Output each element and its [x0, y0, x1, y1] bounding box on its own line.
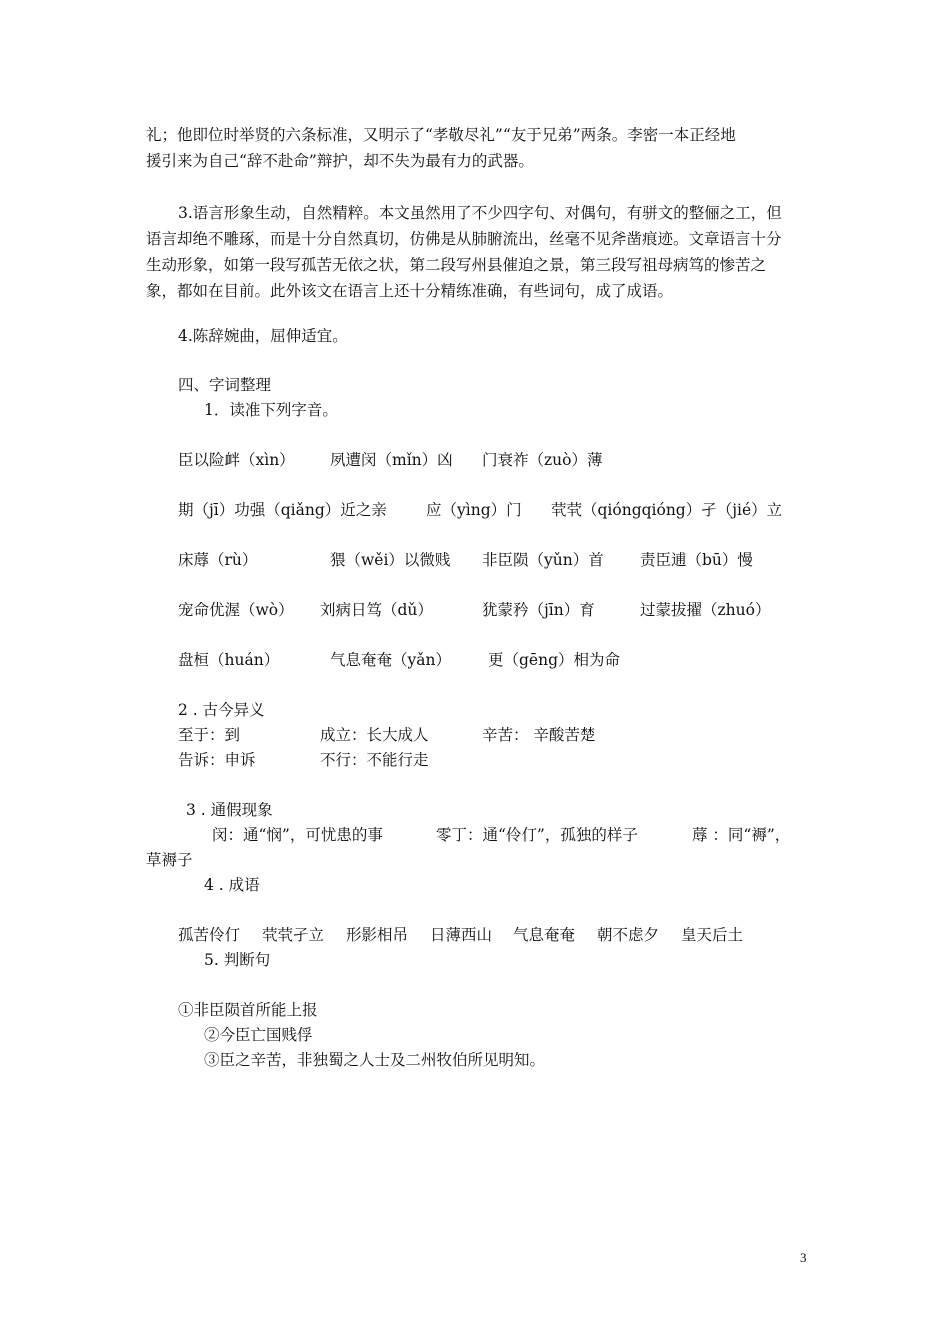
body-text-line: 4.陈辞婉曲，屈伸适宜。: [178, 327, 348, 345]
body-text-line: 3.语言形象生动，自然精粹。本文虽然用了不少四字句、对偶句，有骈文的整俪之工，但: [178, 204, 782, 222]
body-text-line: 语言却绝不雕琢，而是十分自然真切，仿佛是从肺腑流出，丝毫不见斧凿痕迹。文章语言十分: [146, 230, 782, 248]
pron-item: 期（jī）功强（qiǎng）近之亲: [178, 501, 387, 519]
subheading: 1．读准下列字音。: [204, 401, 338, 419]
pron-item: 臣以险衅（xìn）: [178, 451, 295, 469]
idiom: 日薄西山: [430, 926, 493, 944]
idiom: 茕茕孑立: [262, 926, 325, 944]
subheading: 4 . 成语: [204, 876, 260, 894]
pron-item: 责臣逋（bū）慢: [640, 551, 753, 569]
pron-item: 门衰祚（zuò）薄: [482, 451, 603, 469]
gujin-item: 成立：长大成人: [320, 726, 429, 744]
tongjia-continuation: 草褥子: [146, 851, 193, 869]
pron-item: 宠命优渥（wò）: [178, 601, 294, 619]
pron-item: 非臣陨（yǔn）首: [482, 551, 604, 569]
tongjia-item: 闵：通“悯”，可忧患的事: [212, 826, 383, 844]
judgment-sentence: ②今臣亡国贱俘: [204, 1026, 313, 1044]
body-text-line: 象，都如在目前。此外该文在语言上还十分精练准确，有些词句，成了成语。: [146, 282, 674, 300]
gujin-item: 不行：不能行走: [320, 751, 429, 769]
idiom: 孤苦伶仃: [178, 926, 241, 944]
pron-item: 床蓐（rù）: [178, 551, 258, 569]
judgment-sentence: ③臣之辛苦，非独蜀之人士及二州牧伯所见明知。: [204, 1051, 546, 1069]
pron-item: 更（gēng）相为命: [488, 651, 621, 669]
pron-item: 猥（wěi）以微贱: [330, 551, 451, 569]
body-text-line: 生动形象，如第一段写孤苦无依之状，第二段写州县催迫之景，第三段写祖母病笃的惨苦之: [146, 256, 767, 274]
body-text-line: 援引来为自己“辞不赴命”辩护，却不失为最有力的武器。: [146, 152, 534, 170]
idiom: 气息奄奄: [513, 926, 576, 944]
pron-item: 茕茕（qióngqióng）孑（jié）立: [551, 501, 783, 519]
idiom: 皇天后土: [681, 926, 744, 944]
judgment-sentence: ①非臣陨首所能上报: [178, 1001, 318, 1019]
pron-item: 夙遭闵（mǐn）凶: [330, 451, 453, 469]
subheading: 2 . 古今异义: [178, 701, 265, 719]
pron-item: 盘桓（huán）: [178, 651, 280, 669]
pron-item: 过蒙拔擢（zhuó）: [640, 601, 771, 619]
tongjia-item: 零丁：通“伶仃”，孤独的样子: [436, 826, 638, 844]
gujin-item: 告诉：申诉: [178, 751, 256, 769]
subheading: 5. 判断句: [204, 951, 271, 969]
page-number: 3: [800, 1250, 807, 1265]
gujin-item: 辛苦： 辛酸苦楚: [482, 726, 596, 744]
tongjia-item: 蓐 ：同“褥”，: [692, 826, 791, 844]
pron-item: 气息奄奄（yǎn）: [330, 651, 451, 669]
idiom: 形影相吊: [346, 926, 409, 944]
gujin-item: 至于：到: [178, 726, 241, 744]
section-heading: 四、字词整理: [178, 376, 272, 394]
pron-item: 犹蒙矜（jīn）育: [482, 601, 595, 619]
pron-item: 应（yìng）门: [426, 501, 522, 519]
subheading: 3 . 通假现象: [186, 801, 273, 819]
body-text-line: 礼；他即位时举贤的六条标准，又明示了“孝敬尽礼”“友于兄弟”两条。李密一本正经地: [146, 126, 736, 144]
idiom: 朝不虑夕: [597, 926, 660, 944]
pron-item: 刘病日笃（dǔ）: [320, 601, 433, 619]
